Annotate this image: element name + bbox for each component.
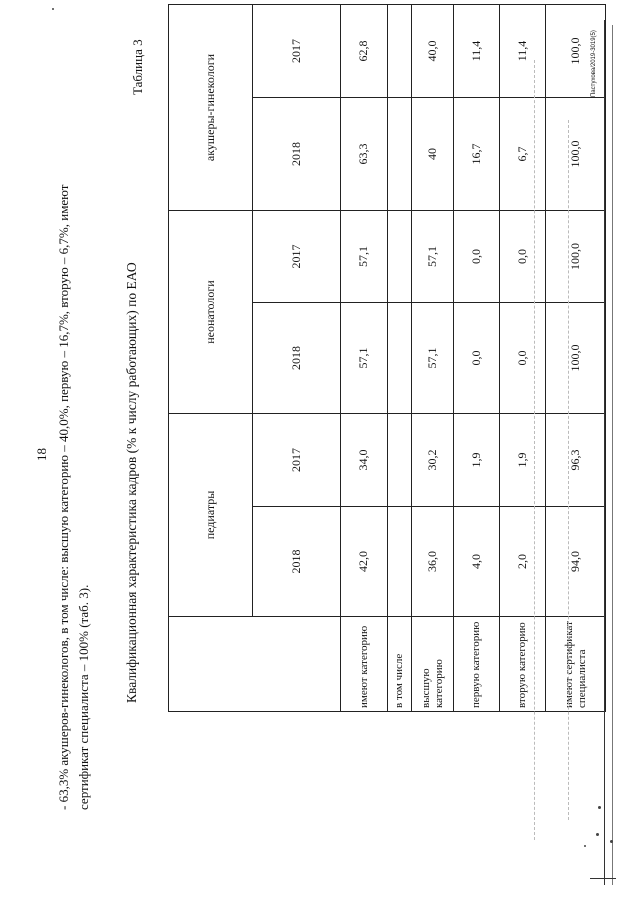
table-cell: 1,9: [500, 414, 546, 507]
group-header: акушеры-гинекологи: [169, 5, 253, 211]
table-cell: 0,0: [500, 211, 546, 303]
scan-speck: [596, 833, 599, 836]
row-label: имеют сертификат специалиста: [546, 617, 606, 712]
table-cell: 57,1: [341, 211, 388, 303]
table-cell: 4,0: [454, 507, 500, 617]
table-cell: 40: [412, 98, 454, 211]
year-header: 2017: [253, 211, 341, 303]
table-cell: 0,0: [500, 303, 546, 414]
row-label: имеют категорию: [341, 617, 388, 712]
table-title: Квалификационная характеристика кадров (% к числу работающих) по ЕАО: [124, 262, 139, 703]
table-cell: 11,4: [500, 5, 546, 98]
group-header: педиатры: [169, 414, 253, 617]
table-cell: 63,3: [341, 98, 388, 211]
year-header: 2018: [253, 507, 341, 617]
table-row: [412, 5, 454, 712]
table-cell: [388, 414, 412, 507]
table-cell: 1,9: [454, 414, 500, 507]
table-row: [500, 5, 546, 712]
table-cell: 100,0: [546, 5, 606, 98]
scan-edge-line: [604, 20, 605, 885]
scan-speck: [598, 806, 601, 809]
table-cell: 36,0: [412, 507, 454, 617]
year-header: 2017: [253, 5, 341, 98]
table-cell: 6,7: [500, 98, 546, 211]
table-cell: [388, 98, 412, 211]
table-cell: [388, 211, 412, 303]
body-text-line: сертификат специалиста – 100% (таб. 3).: [76, 584, 91, 810]
scan-edge-line: [612, 25, 613, 885]
table-row: [546, 5, 606, 712]
table-cell: 96,3: [546, 414, 606, 507]
table-cell: 30,2: [412, 414, 454, 507]
table-corner: [169, 617, 341, 712]
table-cell: 57,1: [412, 211, 454, 303]
table-cell: 0,0: [454, 303, 500, 414]
table-caption: Таблица 3: [130, 39, 145, 95]
table-cell: 40,0: [412, 5, 454, 98]
table-cell: 0,0: [454, 211, 500, 303]
table-row: [388, 5, 412, 712]
table-cell: 100,0: [546, 303, 606, 414]
row-label: вторую категорию: [500, 617, 546, 712]
scan-fold-line: [534, 60, 535, 840]
table-cell: 42,0: [341, 507, 388, 617]
scan-speck: [610, 840, 613, 843]
group-header: неонатологи: [169, 211, 253, 414]
table-cell: 62,8: [341, 5, 388, 98]
page-number: 18: [34, 448, 49, 461]
body-text-line: - 63,3% акушеров-гинекологов, в том числе: высшую категорию – 40,0%, первую – 16,7%, вторую – 6,7%, имеют: [56, 184, 71, 810]
qualification-table: [168, 4, 606, 712]
scan-mark: [590, 878, 616, 879]
table-cell: 94,0: [546, 507, 606, 617]
table-cell: [388, 5, 412, 98]
year-header: 2018: [253, 303, 341, 414]
table-row: [341, 5, 388, 712]
table-cell: 100,0: [546, 98, 606, 211]
row-label: высшую категорию: [412, 617, 454, 712]
year-header: 2018: [253, 98, 341, 211]
table-cell: 100,0: [546, 211, 606, 303]
table-cell: 11,4: [454, 5, 500, 98]
table-cell: 57,1: [341, 303, 388, 414]
table-row: [454, 5, 500, 712]
table-cell: [388, 507, 412, 617]
table-cell: 34,0: [341, 414, 388, 507]
table-cell: 16,7: [454, 98, 500, 211]
table-cell: 2,0: [500, 507, 546, 617]
row-label: первую категорию: [454, 617, 500, 712]
footer-code: Пастухова/2019-3019(5): [591, 30, 597, 97]
scan-speck: [52, 8, 54, 10]
table-cell: [388, 303, 412, 414]
table-cell: 57,1: [412, 303, 454, 414]
scan-speck: [584, 845, 586, 847]
year-header: 2017: [253, 414, 341, 507]
scan-fold-line: [568, 120, 569, 820]
row-label: в том числе: [388, 617, 412, 712]
